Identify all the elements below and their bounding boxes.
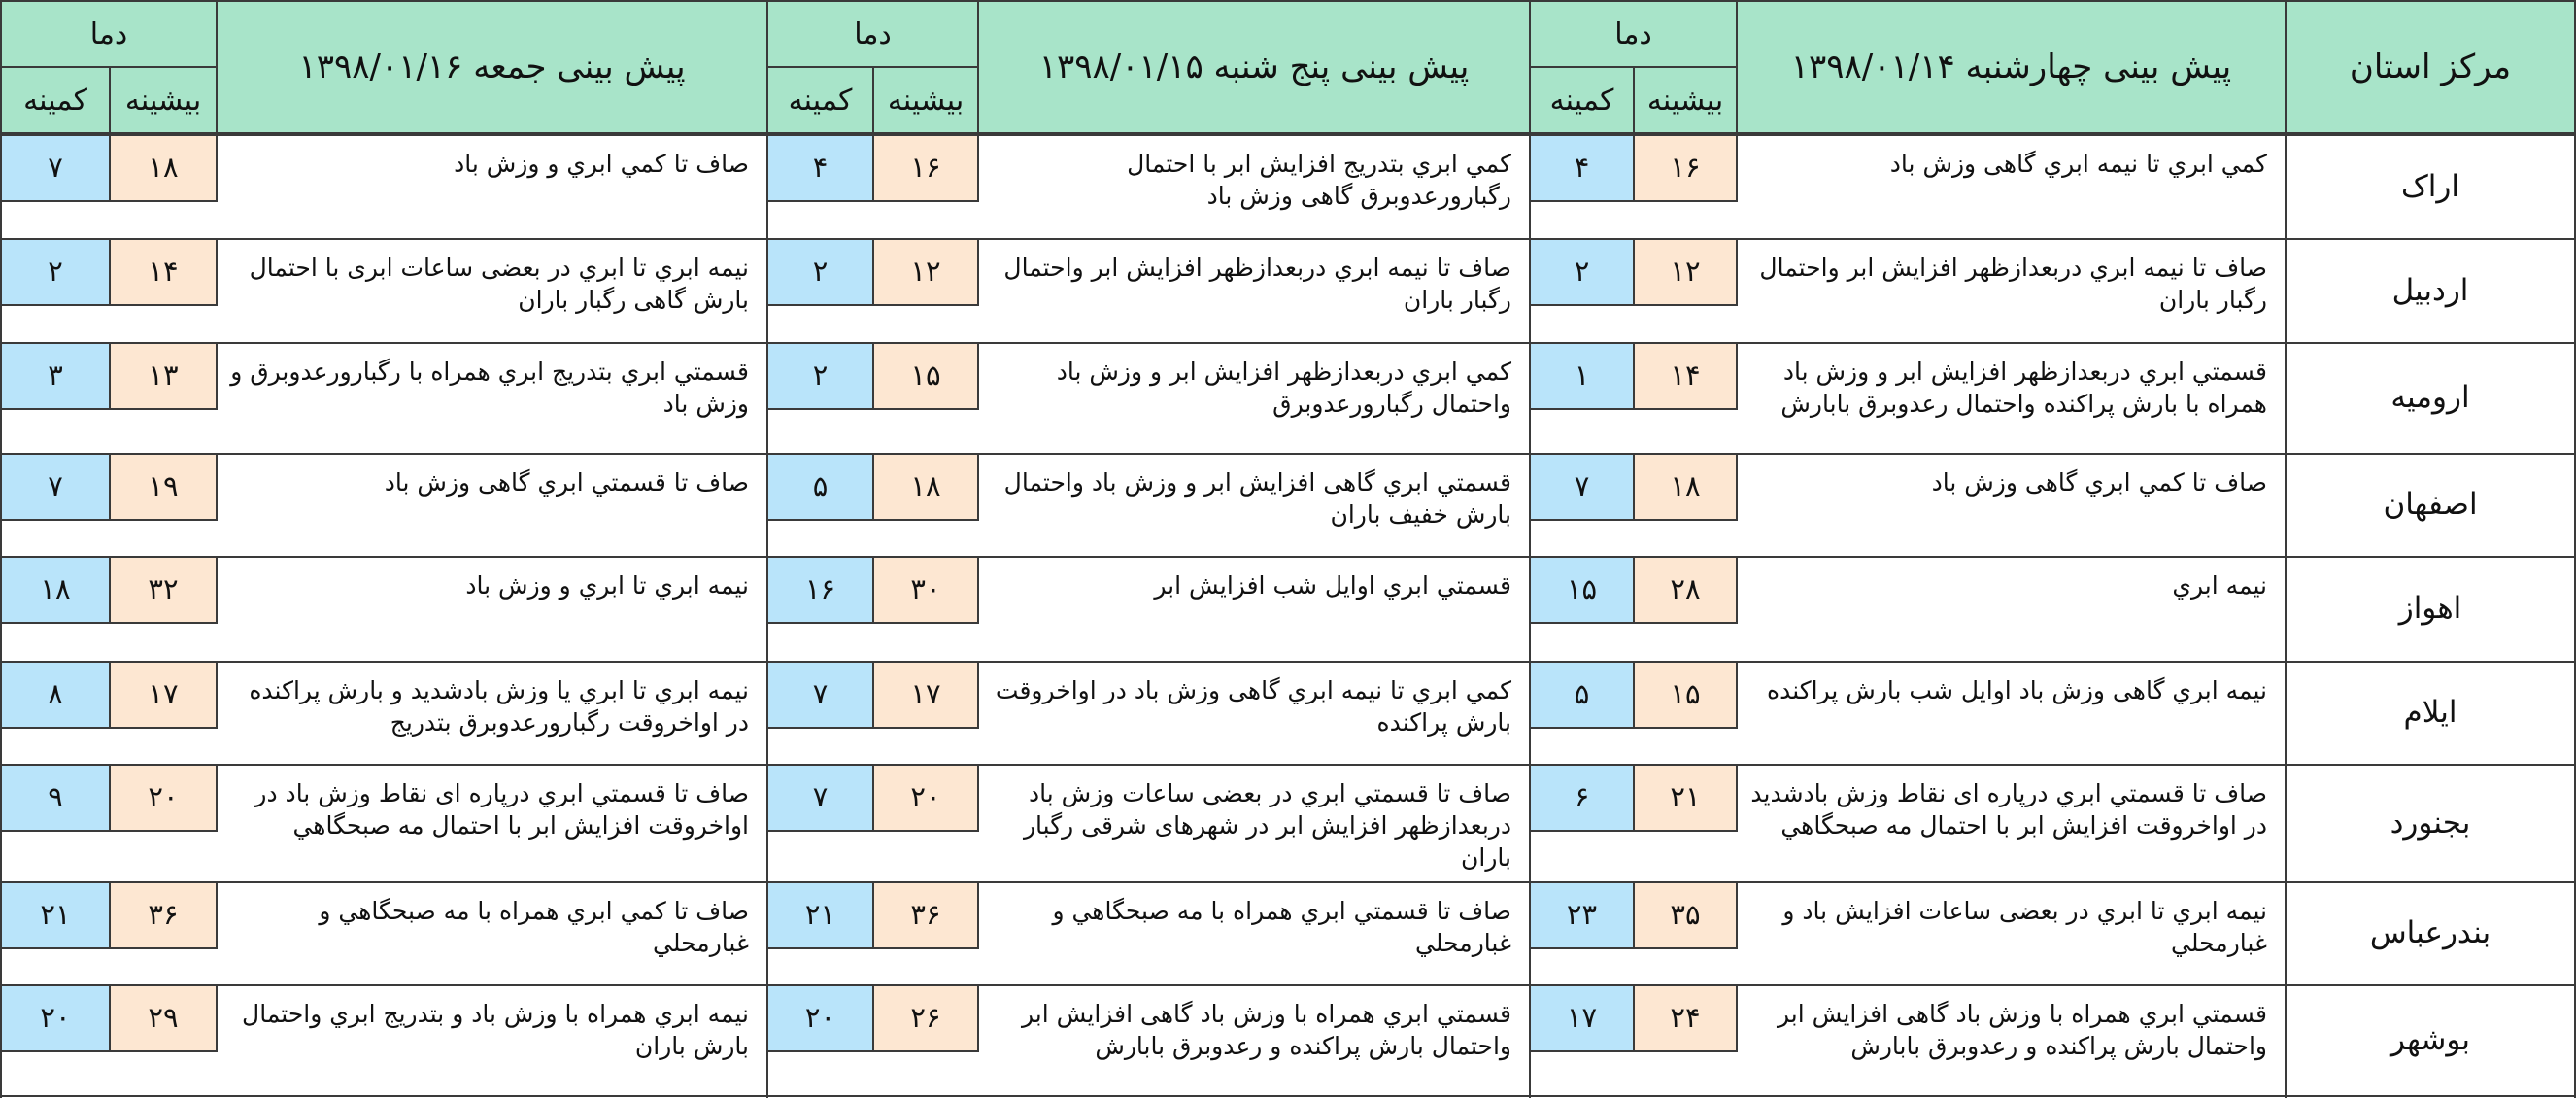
column-border xyxy=(1529,0,1531,1098)
d3-min-temp: ۹ xyxy=(0,764,111,832)
d1-forecast-text: كمي ابري تا نيمه ابري گاهی وزش باد xyxy=(1889,150,2267,178)
d2-max-temp: ۳۰ xyxy=(872,556,979,624)
d1-forecast-text: قسمتي ابري همراه با وزش باد گاهی افزايش ابر واحتمال بارش پراكنده و رعدوبرق بابارش xyxy=(1777,1000,2267,1060)
d2-max-temp: ۱۶ xyxy=(872,134,979,202)
d3-forecast-text: نيمه ابري تا ابري و وزش باد xyxy=(465,571,749,600)
header-day2-max: بیشینه xyxy=(872,66,979,134)
city-name: بوشهر xyxy=(2285,984,2576,1095)
d3-max-temp: ۳۲ xyxy=(109,556,218,624)
row-top-border xyxy=(0,238,2576,240)
header-day1-max: بیشینه xyxy=(1633,66,1738,134)
column-border xyxy=(2285,0,2287,1098)
header-day3-max: بیشینه xyxy=(109,66,218,134)
column-border xyxy=(766,0,768,1098)
d3-min-temp: ۳ xyxy=(0,342,111,410)
d2-forecast-text: كمي ابري تا نيمه ابري گاهی وزش باد در اواخروقت بارش پراكنده xyxy=(995,676,1511,737)
header-day2-temp: دما xyxy=(766,0,979,68)
d3-forecast-text: نيمه ابري تا ابري در بعضی ساعات ابری با احتمال بارش گاهی رگبار باران xyxy=(249,254,749,314)
city-name: اصفهان xyxy=(2285,453,2576,556)
d2-min-temp: ۲ xyxy=(766,342,874,410)
d2-forecast-text: صاف تا قسمتي ابري همراه با مه صبحگاهي و غبارمحلي xyxy=(1052,897,1511,957)
d1-max-temp: ۱۸ xyxy=(1633,453,1738,521)
row-top-border xyxy=(0,556,2576,558)
d1-max-temp: ۱۲ xyxy=(1633,238,1738,306)
city-name: اردبيل xyxy=(2285,238,2576,342)
d2-min-temp: ۲۰ xyxy=(766,984,874,1052)
d3-max-temp: ۲۰ xyxy=(109,764,218,832)
row-top-border xyxy=(0,342,2576,344)
d3-forecast-text: صاف تا كمي ابري همراه با مه صبحگاهي و غبارمحلي xyxy=(319,897,749,957)
d3-min-temp: ۸ xyxy=(0,661,111,729)
d1-min-temp: ۱۷ xyxy=(1529,984,1635,1052)
d2-min-temp: ۴ xyxy=(766,134,874,202)
city-name: اهواز xyxy=(2285,556,2576,661)
d2-forecast-text: كمي ابري بتدريج افزايش ابر با احتمال رگبارورعدوبرق گاهی وزش باد xyxy=(1127,150,1511,210)
d3-max-temp: ۱۴ xyxy=(109,238,218,306)
d3-min-temp: ۲۰ xyxy=(0,984,111,1052)
d1-max-temp: ۱۴ xyxy=(1633,342,1738,410)
d3-min-temp: ۱۸ xyxy=(0,556,111,624)
city-name: اراک xyxy=(2285,134,2576,238)
d1-min-temp: ۲۳ xyxy=(1529,881,1635,949)
row-top-border xyxy=(0,134,2576,136)
d2-forecast-text: قسمتي ابري گاهی افزايش ابر و وزش باد واحتمال بارش خفيف باران xyxy=(1003,468,1511,529)
header-day3-min: کمینه xyxy=(0,66,111,134)
d1-min-temp: ۵ xyxy=(1529,661,1635,729)
header-day3-temp: دما xyxy=(0,0,218,68)
city-name: بجنورد xyxy=(2285,764,2576,881)
d1-min-temp: ۱۵ xyxy=(1529,556,1635,624)
d1-min-temp: ۲ xyxy=(1529,238,1635,306)
d3-min-temp: ۲۱ xyxy=(0,881,111,949)
d1-max-temp: ۲۴ xyxy=(1633,984,1738,1052)
header-day2-title: پیش بینی پنج شنبه ۱۳۹۸/۰۱/۱۵ xyxy=(977,0,1531,134)
row-top-border xyxy=(0,764,2576,766)
table-bottom-border xyxy=(0,1095,2576,1097)
d2-max-temp: ۱۷ xyxy=(872,661,979,729)
d2-min-temp: ۵ xyxy=(766,453,874,521)
d1-forecast-text: نيمه ابري تا ابري در بعضی ساعات افزايش باد و غبارمحلي xyxy=(1782,897,2267,957)
d3-forecast-text: صاف تا قسمتي ابري درپاره ای نقاط وزش باد در اواخروقت افزايش ابر با احتمال مه صبحگاهي xyxy=(254,779,749,840)
d2-forecast-text: صاف تا قسمتي ابري در بعضی ساعات وزش باد دربعدازظهر افزايش ابر در شهرهای شرقی رگبار باران xyxy=(1023,779,1511,872)
header-day1-min: کمینه xyxy=(1529,66,1635,134)
d2-min-temp: ۲۱ xyxy=(766,881,874,949)
column-border xyxy=(0,0,2,1098)
d3-max-temp: ۱۳ xyxy=(109,342,218,410)
d3-max-temp: ۲۹ xyxy=(109,984,218,1052)
d2-min-temp: ۲ xyxy=(766,238,874,306)
d3-max-temp: ۱۹ xyxy=(109,453,218,521)
city-name: بندرعباس xyxy=(2285,881,2576,984)
d3-max-temp: ۱۸ xyxy=(109,134,218,202)
d2-max-temp: ۲۶ xyxy=(872,984,979,1052)
d3-forecast-text: نيمه ابري تا ابري يا وزش بادشديد و بارش پراكنده در اواخروقت رگبارورعدوبرق بتدريج xyxy=(249,676,749,737)
d1-forecast-text: صاف تا قسمتي ابري درپاره ای نقاط وزش بادشديد در اواخروقت افزايش ابر با احتمال مه صبحگاهي xyxy=(1750,779,2267,840)
d1-min-temp: ۱ xyxy=(1529,342,1635,410)
d3-min-temp: ۲ xyxy=(0,238,111,306)
d1-min-temp: ۶ xyxy=(1529,764,1635,832)
d1-max-temp: ۱۵ xyxy=(1633,661,1738,729)
d1-min-temp: ۷ xyxy=(1529,453,1635,521)
d3-min-temp: ۷ xyxy=(0,134,111,202)
row-top-border xyxy=(0,453,2576,455)
header-day1-title: پیش بینی چهارشنبه ۱۳۹۸/۰۱/۱۴ xyxy=(1736,0,2287,134)
d3-forecast-text: صاف تا قسمتي ابري گاهی وزش باد xyxy=(384,468,749,497)
d3-min-temp: ۷ xyxy=(0,453,111,521)
d2-min-temp: ۱۶ xyxy=(766,556,874,624)
header-day1-temp: دما xyxy=(1529,0,1738,68)
d2-max-temp: ۱۸ xyxy=(872,453,979,521)
d3-forecast-text: قسمتي ابري بتدريج ابري همراه با رگبارورعدوبرق و وزش باد xyxy=(230,358,749,418)
d1-max-temp: ۲۸ xyxy=(1633,556,1738,624)
header-province-center: مرکز استان xyxy=(2285,0,2576,134)
header-day2-min: کمینه xyxy=(766,66,874,134)
row-top-border xyxy=(0,661,2576,663)
city-name: ايلام xyxy=(2285,661,2576,764)
d1-min-temp: ۴ xyxy=(1529,134,1635,202)
d3-forecast-text: صاف تا كمي ابري و وزش باد xyxy=(454,150,749,178)
d2-min-temp: ۷ xyxy=(766,661,874,729)
d3-max-temp: ۳۶ xyxy=(109,881,218,949)
d1-max-temp: ۳۵ xyxy=(1633,881,1738,949)
row-top-border xyxy=(0,984,2576,986)
d2-forecast-text: صاف تا نيمه ابري دربعدازظهر افزايش ابر واحتمال رگبار باران xyxy=(1003,254,1511,314)
row-top-border xyxy=(0,881,2576,883)
d1-max-temp: ۲۱ xyxy=(1633,764,1738,832)
city-name: اروميه xyxy=(2285,342,2576,453)
d2-max-temp: ۱۵ xyxy=(872,342,979,410)
d1-forecast-text: صاف تا كمي ابري گاهی وزش باد xyxy=(1931,468,2267,497)
d2-max-temp: ۳۶ xyxy=(872,881,979,949)
d2-min-temp: ۷ xyxy=(766,764,874,832)
d1-forecast-text: قسمتي ابري دربعدازظهر افزايش ابر و وزش باد همراه با بارش پراكنده واحتمال رعدوبرق بابارش xyxy=(1780,358,2267,418)
header-day3-title: پیش بینی جمعه ۱۳۹۸/۰۱/۱۶ xyxy=(216,0,768,134)
d1-forecast-text: نيمه ابري xyxy=(2172,571,2267,600)
d2-max-temp: ۲۰ xyxy=(872,764,979,832)
d1-forecast-text: نيمه ابري گاهی وزش باد اوايل شب بارش پراكنده xyxy=(1767,676,2267,704)
d1-forecast-text: صاف تا نيمه ابري دربعدازظهر افزايش ابر واحتمال رگبار باران xyxy=(1759,254,2267,314)
d1-max-temp: ۱۶ xyxy=(1633,134,1738,202)
d2-max-temp: ۱۲ xyxy=(872,238,979,306)
d2-forecast-text: كمي ابري دربعدازظهر افزايش ابر و وزش باد واحتمال رگبارورعدوبرق xyxy=(1056,358,1511,418)
d3-max-temp: ۱۷ xyxy=(109,661,218,729)
d2-forecast-text: قسمتي ابري همراه با وزش باد گاهی افزايش ابر واحتمال بارش پراكنده و رعدوبرق بابارش xyxy=(1021,1000,1511,1060)
d3-forecast-text: نيمه ابري همراه با وزش باد و بتدريج ابري واحتمال بارش باران xyxy=(242,1000,749,1060)
d2-forecast-text: قسمتي ابري اوايل شب افزايش ابر xyxy=(1154,571,1511,600)
